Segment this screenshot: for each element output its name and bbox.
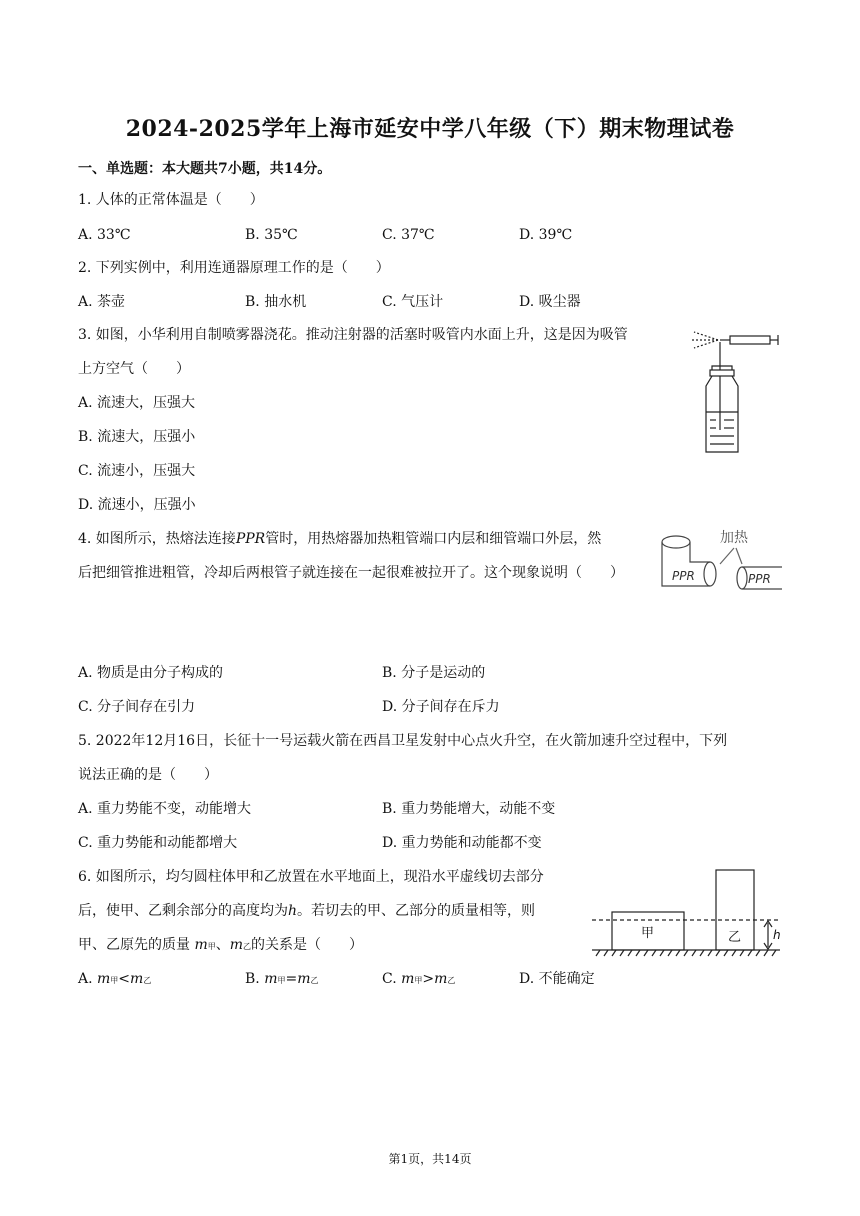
q6-var-h: h: [288, 903, 298, 919]
question-3-stem-line1: 3. 如图，小华利用自制喷雾器浇花。推动注射器的活塞时吸管内水面上升，这是因为吸管: [78, 327, 628, 343]
q3-option-d: D. 流速小，压强小: [78, 497, 196, 513]
question-4-stem-line1: [78, 530, 601, 548]
q5-option-c: C. 重力势能和动能都增大: [78, 835, 238, 851]
q6-c-m1: m: [401, 971, 415, 987]
block-jia-label: 甲: [641, 926, 655, 941]
question-1-stem: 1. 人体的正常体温是（ ）: [78, 192, 264, 208]
question-5-stem-line2: 说法正确的是（ ）: [78, 767, 218, 783]
page-title: 2024-2025学年上海市延安中学八年级（下）期末物理试卷: [125, 116, 735, 142]
left-pipe-label: PPR: [672, 569, 695, 583]
q6-option-b-letter: B.: [245, 971, 265, 987]
question-5-stem-line1: 5. 2022年12月16日，长征十一号运载火箭在西昌卫星发射中心点火升空，在火箭加速升空过程中，下列: [78, 733, 728, 749]
bottle: [706, 366, 738, 452]
block-yi-label: 乙: [728, 930, 742, 945]
q2-option-d: D. 吸尘器: [519, 294, 581, 310]
q6-sub-yi: 乙: [243, 942, 252, 951]
page-footer: 第1页，共14页: [388, 1152, 472, 1166]
section-heading: 一、单选题：本大题共7小题，共14分。: [78, 161, 332, 177]
height-label: h: [773, 928, 781, 942]
q3-option-a: A. 流速大，压强大: [78, 395, 196, 411]
question-3-stem-line2: 上方空气（ ）: [78, 361, 190, 377]
q6-option-a-letter: A.: [78, 971, 98, 987]
q6-a-m2: m: [130, 971, 144, 987]
q4-term-ppr: PPR: [235, 531, 266, 547]
q6-option-c-letter: C.: [382, 971, 402, 987]
ppr-pipe-figure: [658, 522, 782, 598]
question-6-stem-line2: [78, 902, 535, 920]
q6-sub-jia: 甲: [207, 942, 216, 951]
q4-option-b: B. 分子是运动的: [382, 665, 486, 681]
q6-b-relation: =: [285, 971, 298, 987]
question-6-stem-line3: [78, 936, 363, 956]
q6-m-yi: m: [229, 937, 244, 953]
q3-option-c: C. 流速小，压强大: [78, 463, 196, 479]
q6-b-m1: m: [264, 971, 278, 987]
q6-sep: 、: [215, 937, 230, 953]
q6-stem2-part2: 。若切去的甲、乙部分的质量相等，则: [297, 903, 536, 919]
q6-option-b: [245, 970, 319, 990]
q2-option-c: C. 气压计: [382, 294, 444, 310]
q6-b-sub1: 甲: [277, 976, 286, 985]
cylinders-figure: [588, 866, 784, 958]
q2-option-a: A. 茶壶: [78, 294, 126, 310]
q1-option-c: C. 37℃: [382, 227, 435, 243]
q6-m-jia: m: [194, 937, 208, 953]
q1-option-a: A. 33℃: [78, 227, 131, 243]
q5-option-d: D. 重力势能和动能都不变: [382, 835, 542, 851]
q6-a-relation: <: [118, 971, 131, 987]
q6-c-sub2: 乙: [447, 976, 456, 985]
q6-a-sub1: 甲: [110, 976, 119, 985]
q6-stem2-part1: 后，使甲、乙剩余部分的高度均为: [78, 903, 288, 919]
q5-option-a: A. 重力势能不变，动能增大: [78, 801, 252, 817]
q6-c-m2: m: [434, 971, 448, 987]
q5-option-b: B. 重力势能增大，动能不变: [382, 801, 556, 817]
q6-option-c: [382, 970, 455, 990]
left-pipe-opening: [662, 536, 690, 548]
q4-stem-part1: 4. 如图所示，热熔法连接: [78, 531, 236, 547]
right-pipe-opening: [737, 567, 747, 589]
q6-c-relation: >: [422, 971, 435, 987]
q6-b-sub2: 乙: [310, 976, 319, 985]
q6-option-a: [78, 970, 151, 990]
question-2-stem: 2. 下列实例中，利用连通器原理工作的是（ ）: [78, 260, 390, 276]
q4-option-a: A. 物质是由分子构成的: [78, 665, 224, 681]
q6-stem3-part1: 甲、乙原先的质量: [78, 937, 190, 953]
q3-option-b: B. 流速大，压强小: [78, 429, 196, 445]
q6-c-sub1: 甲: [414, 976, 423, 985]
q4-option-c: C. 分子间存在引力: [78, 699, 196, 715]
right-pipe-label: PPR: [748, 572, 771, 586]
sprayer-figure: [690, 320, 790, 460]
question-4-stem-line2: 后把细管推进粗管，冷却后两根管子就连接在一起很难被拉开了。这个现象说明（ ）: [78, 565, 624, 581]
q6-b-m2: m: [297, 971, 311, 987]
q2-option-b: B. 抽水机: [245, 294, 307, 310]
q4-stem-part2: 管时，用热熔器加热粗管端口内层和细管端口外层，然: [265, 531, 602, 547]
q6-stem3-part2: 的关系是（ ）: [251, 937, 364, 953]
q1-option-b: B. 35℃: [245, 227, 298, 243]
q6-a-sub2: 乙: [143, 976, 152, 985]
q6-option-d: D. 不能确定: [519, 971, 595, 987]
syringe-barrel: [730, 336, 770, 344]
q4-option-d: D. 分子间存在斥力: [382, 699, 500, 715]
q6-a-m1: m: [97, 971, 111, 987]
question-6-stem-line1: 6. 如图所示，均匀圆柱体甲和乙放置在水平地面上，现沿水平虚线切去部分: [78, 869, 544, 885]
heat-label: 加热: [720, 530, 748, 546]
q1-option-d: D. 39℃: [519, 227, 573, 243]
